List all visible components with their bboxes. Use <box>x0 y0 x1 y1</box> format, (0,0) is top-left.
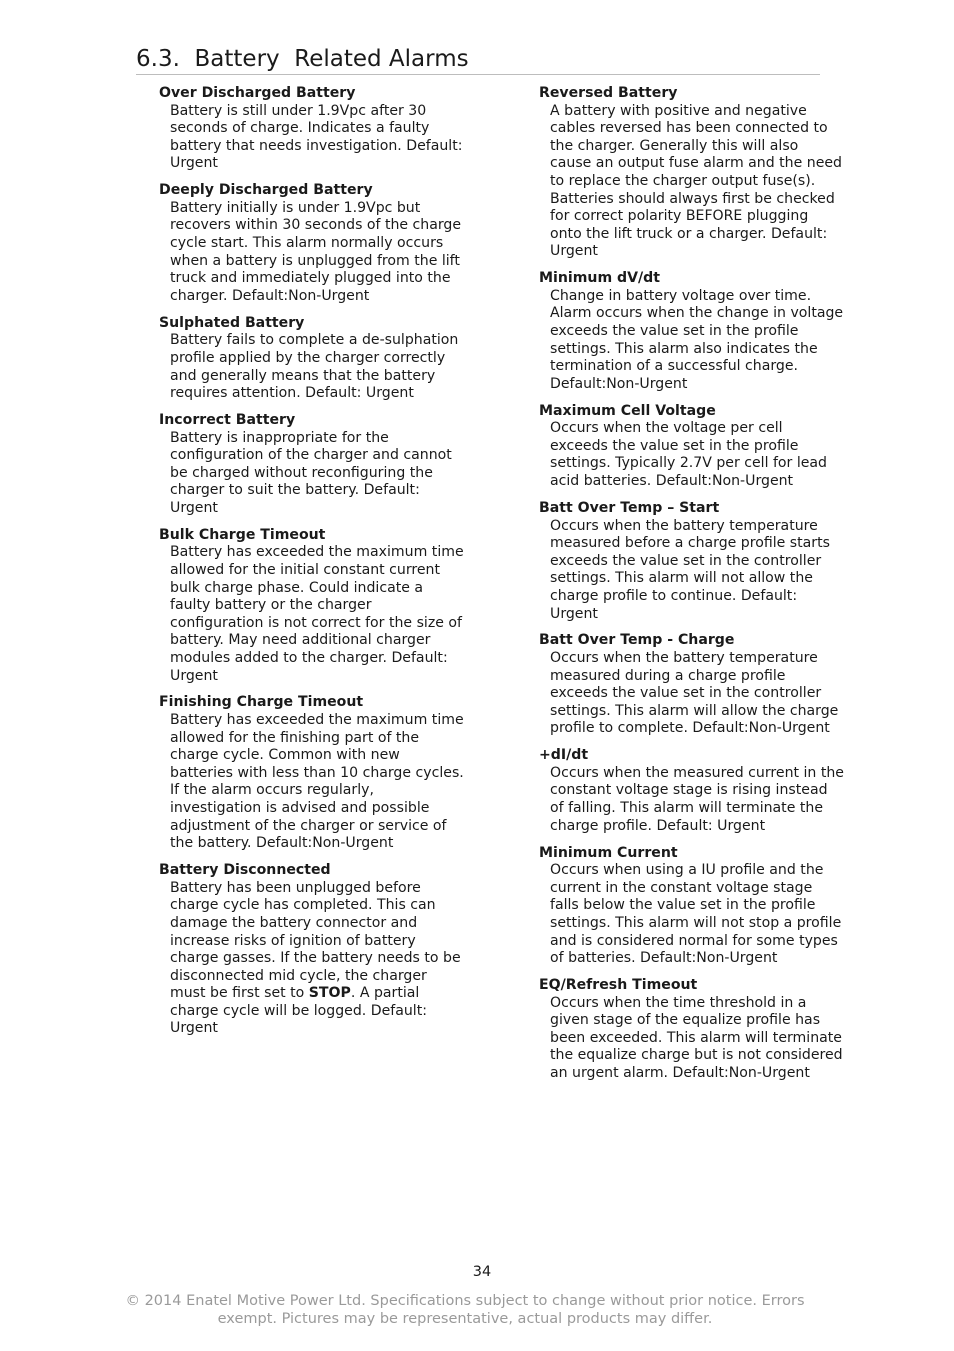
alarm-reversed-battery <box>539 85 844 261</box>
alarm-title: EQ/Refresh Timeout <box>539 976 698 993</box>
left-column <box>159 85 464 1047</box>
alarm-title: +dI/dt <box>539 747 589 764</box>
alarm-description: Occurs when the measured current in the constant voltage stage is rising instead of falling. This alarm will terminate the charge profile. Default: Urgent <box>550 764 844 834</box>
alarm-title: Minimum Current <box>539 844 678 861</box>
footer <box>110 1292 820 1328</box>
alarm-title: Bulk Charge Timeout <box>159 526 326 543</box>
alarm-title: Battery Disconnected <box>159 862 331 879</box>
alarm-description: Occurs when using a IU profile and the current in the constant voltage stage falls below the value set in the profile settings. This alarm will not stop a profile and is considered normal for some types of batteries. Default:Non-Urgent <box>550 862 842 967</box>
section-number: 6.3. <box>136 46 180 72</box>
alarm-title: Sulphated Battery <box>159 314 305 331</box>
alarm-description: Battery is inappropriate for the configuration of the charger and cannot be charged without reconfiguring the charger to suit the battery. Default: Urgent <box>170 429 452 516</box>
alarm-title: Incorrect Battery <box>159 411 296 428</box>
alarm-description: Change in battery voltage over time. Alarm occurs when the change in voltage exceeds the value set in the profile settings. This alarm also indicates the termination of a successful charge. Default:Non-Urgent <box>550 287 844 392</box>
alarm-title: Over Discharged Battery <box>159 85 356 101</box>
alarm-over-discharged-battery <box>159 85 464 173</box>
alarm-title: Maximum Cell Voltage <box>539 402 716 419</box>
alarm-batt-over-temp-start <box>539 500 844 623</box>
alarm-description: Battery initially is under 1.9Vpc but recovers within 30 seconds of the charge cycle start. This alarm normally occurs when a battery is unplugged from the lift truck and immediately plugged into the charger. Default:Non-Urgent <box>170 199 462 304</box>
alarm-eq-refresh-timeout <box>539 977 844 1083</box>
alarm-minimum-current <box>539 845 844 968</box>
alarm-description: Battery has exceeded the maximum time allowed for the initial constant current bulk charge phase. Could indicate a faulty battery or the charger configuration is not correct for the size of battery. May need additional charger modules added to the charger. Default: Urgent <box>170 544 464 684</box>
alarm-deeply-discharged-battery <box>159 182 464 305</box>
desc-text: Battery has been unplugged before charge cycle has completed. This can damage the battery connector and increase risks of ignition of battery charge gasses. If the battery needs to be disconnected mid cycle, the charger must be first set to <box>170 879 461 1002</box>
page-number: 34 <box>472 1264 492 1280</box>
footer-line: exempt. Pictures may be representative, actual products may differ. <box>217 1311 713 1327</box>
alarm-description: Battery fails to complete a de-sulphation profile applied by the charger correctly and generally means that the battery requires attention. Default: Urgent <box>170 332 459 402</box>
alarm-finishing-charge-timeout <box>159 694 464 852</box>
alarm-description: Occurs when the time threshold in a given stage of the equalize profile has been exceeded. This alarm will terminate the equalize charge but is not considered an urgent alarm. Default:Non-Urgent <box>550 994 843 1081</box>
alarm-di-dt <box>539 747 844 835</box>
desc-text: . A partial charge cycle will be logged. Default: Urgent <box>170 985 427 1037</box>
alarm-title: Reversed Battery <box>539 85 678 101</box>
right-column <box>539 85 844 1092</box>
alarm-description: Occurs when the battery temperature measured during a charge profile exceeds the value set in the controller settings. This alarm will allow the charge profile to complete. Default:Non-Urgent <box>550 650 839 737</box>
alarm-description: A battery with positive and negative cables reversed has been connected to the charger. Generally this will also cause an output fuse alarm and the need to replace the charger output fuse(s). Batteries should always first be checked for correct polarity BEFORE plugging onto the lift truck or a charger. Default: Urgent <box>550 102 842 260</box>
alarm-bulk-charge-timeout <box>159 527 464 685</box>
alarm-title: Deeply Discharged Battery <box>159 182 373 199</box>
alarm-description: Occurs when the battery temperature measured before a charge profile starts exceeds the value set in the controller settings. This alarm will not allow the charge profile to continue. Default: Urgent <box>550 517 830 622</box>
alarm-title: Minimum dV/dt <box>539 270 661 287</box>
alarm-incorrect-battery <box>159 412 464 518</box>
alarm-description: Battery has exceeded the maximum time allowed for the finishing part of the charge cycle. Common with new batteries with less than 10 charge cycles. If the alarm occurs regularly, investigation is advised and possible adjustment of the charger or service of the battery. Default:Non-Urgent <box>170 712 464 852</box>
alarm-battery-disconnected <box>159 862 464 1038</box>
alarm-description <box>159 880 464 1038</box>
section-heading <box>136 44 820 75</box>
footer-line: © 2014 Enatel Motive Power Ltd. Specifications subject to change without prior notice. Errors <box>125 1293 805 1309</box>
alarm-batt-over-temp-charge <box>539 632 844 738</box>
alarm-title: Finishing Charge Timeout <box>159 694 364 711</box>
alarm-title: Batt Over Temp - Charge <box>539 632 735 649</box>
alarm-maximum-cell-voltage <box>539 403 844 491</box>
alarm-description: Occurs when the voltage per cell exceeds the value set in the profile settings. Typically 2.7V per cell for lead acid batteries. Default:Non-Urgent <box>550 420 828 490</box>
section-title: Battery Related Alarms <box>194 46 469 72</box>
alarm-minimum-dv-dt <box>539 270 844 393</box>
alarm-title: Batt Over Temp – Start <box>539 499 720 516</box>
alarm-description: Battery is still under 1.9Vpc after 30 seconds of charge. Indicates a faulty battery that needs investigation. Default: Urgent <box>170 102 463 172</box>
alarm-sulphated-battery <box>159 315 464 403</box>
stop-keyword: STOP <box>308 985 351 1002</box>
